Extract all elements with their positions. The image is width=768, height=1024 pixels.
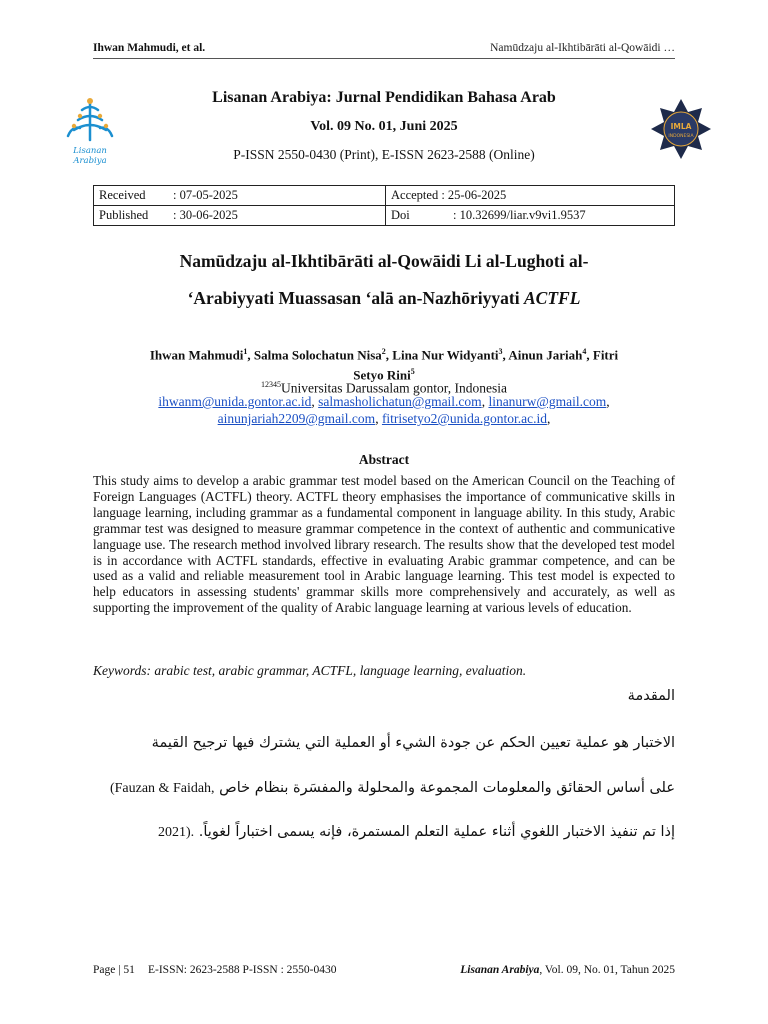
received-value: : 07-05-2025 bbox=[173, 188, 238, 202]
email-link-4[interactable]: ainunjariah2209@gmail.com bbox=[217, 411, 376, 426]
doi-value: : 10.32699/liar.v9vi1.9537 bbox=[453, 208, 586, 222]
journal-volume: Vol. 09 No. 01, Juni 2025 bbox=[310, 119, 458, 134]
running-head-authors: Ihwan Mahmudi, et al. bbox=[93, 42, 206, 54]
author-5-sup: 5 bbox=[410, 367, 415, 377]
accepted-value: : 25-06-2025 bbox=[441, 188, 507, 202]
keywords: Keywords: arabic test, arabic grammar, ACTFL, language learning, evaluation. bbox=[93, 663, 527, 678]
imla-logo-text: IMLA bbox=[670, 122, 692, 131]
arabic-line-3-citation: 2021). bbox=[157, 825, 195, 840]
arabic-line-2-text: على أساس الحقائق والمعلومات المجموعة والمحلولة والمفسَرة بنظام خاص bbox=[219, 780, 675, 796]
arabic-line-3 bbox=[75, 824, 675, 841]
arabic-line-2-citation: (Fauzan & Faidah, bbox=[109, 781, 215, 796]
author-3-sup: 3 bbox=[498, 347, 503, 356]
author-3: Lina Nur Widyanti bbox=[392, 347, 499, 363]
affiliation-text: Universitas Darussalam gontor, Indonesia bbox=[281, 380, 507, 396]
arabic-section-heading: المقدمة bbox=[627, 688, 675, 704]
published-cell bbox=[94, 206, 386, 226]
abstract-body: This study aims to develop a arabic grammar test model based on the American Council on the Teaching of Foreign Languages (ACTFL) theory. ACTFL theory emphasises the importance of communicative skills in language learning, including grammar as a fundamental component in language ability. In this study, Arabic grammar test was designed to measure grammar competence in the context of authentic and communicative language use. The research method involved library research. The results show that the developed test model is in accordance with ACTFL standards, effective in evaluating Arabic grammar competence, and can be used as a valid and reliable measurement tool in Arabic language learning. This test model is expected to help educators in assessing students' grammar skills more comprehensively and accurately, as well as supporting the improvement of the quality of Arabic language learning at various levels of education. bbox=[93, 473, 675, 616]
published-label: Published bbox=[99, 208, 149, 222]
author-4-sup: 4 bbox=[582, 347, 587, 356]
published-value: : 30-06-2025 bbox=[173, 208, 238, 222]
arabic-line-1: الاختبار هو عملية تعيين الحكم عن جودة الشيء أو العملية التي يشترك فيها ترجيح القيمة bbox=[151, 735, 675, 751]
email-link-1[interactable]: ihwanm@unida.gontor.ac.id bbox=[158, 394, 312, 409]
footer-journal-issue bbox=[460, 964, 675, 976]
article-title-line-1: Namūdzaju al-Ikhtibārāti al-Qowāidi Li al-Lughoti al- bbox=[179, 251, 589, 271]
abstract-heading: Abstract bbox=[358, 452, 410, 467]
journal-title: Lisanan Arabiya: Jurnal Pendidikan Bahasa Arab bbox=[212, 89, 556, 106]
received-cell bbox=[94, 186, 386, 206]
journal-logo-text: Lisanan Arabiya bbox=[73, 146, 107, 166]
email-list: ihwanm@unida.gontor.ac.id, salmasholichatun@gmail.com, linanurw@gmail.com, ainunjariah2209@gmail.com, fitrisetyo2@unida.gontor.ac.id, bbox=[158, 394, 610, 426]
article-title-line-2 bbox=[93, 280, 675, 317]
author-2-sup: 2 bbox=[381, 347, 386, 356]
email-link-2[interactable]: salmasholichatun@gmail.com bbox=[318, 394, 482, 409]
received-label: Received bbox=[99, 188, 146, 202]
doi-label: Doi bbox=[391, 208, 410, 222]
author-2: Salma Solochatun Nisa bbox=[253, 347, 382, 363]
accepted-label: Accepted bbox=[391, 188, 439, 202]
arabic-line-3-text: إذا تم تنفيذ الاختبار اللغوي أثناء عملية التعلم المستمرة، فإنه يسمى اختباراً لغوياً. bbox=[198, 824, 675, 840]
footer-issn: E-ISSN: 2623-2588 P-ISSN : 2550-0430 bbox=[148, 964, 337, 976]
author-1: Ihwan Mahmudi bbox=[149, 347, 244, 363]
running-head bbox=[93, 42, 675, 59]
article-title-main: ‘Arabiyyati Muassasan ‘alā an-Nazhōriyyati bbox=[187, 288, 524, 308]
page-number: Page | 51 bbox=[93, 964, 135, 976]
footer-journal-name: Lisanan Arabiya bbox=[460, 964, 540, 976]
email-link-3[interactable]: linanurw@gmail.com bbox=[488, 394, 607, 409]
email-link-5[interactable]: fitrisetyo2@unida.gontor.ac.id bbox=[381, 411, 547, 426]
journal-issn: P-ISSN 2550-0430 (Print), E-ISSN 2623-2588 (Online) bbox=[233, 147, 535, 162]
accepted-cell bbox=[386, 186, 675, 206]
author-4: Ainun Jariah bbox=[508, 347, 583, 363]
doi-cell bbox=[386, 206, 675, 226]
running-head-title: Namūdzaju al-Ikhtibārāti al-Qowāidi … bbox=[490, 42, 675, 54]
article-title-italic: ACTFL bbox=[523, 288, 581, 308]
author-list: Ihwan Mahmudi$^1$, Salma Solochatun Nisa$^2$, Lina Nur Widyanti$^3$, Ainun Jariah$^4$, Fitri Setyo Rini$^5$ bbox=[149, 347, 619, 383]
article-dates-table bbox=[93, 185, 675, 226]
author-5-last: Setyo Rini bbox=[353, 367, 411, 383]
author-1-sup: 1 bbox=[243, 347, 248, 356]
footer-issue: , Vol. 09, No. 01, Tahun 2025 bbox=[539, 964, 675, 976]
author-5-first: Fitri bbox=[592, 347, 619, 363]
imla-logo-subtext: INDONESIA bbox=[668, 134, 694, 139]
arabic-line-2 bbox=[75, 780, 675, 797]
affiliation-sup: 12345 bbox=[261, 380, 282, 389]
